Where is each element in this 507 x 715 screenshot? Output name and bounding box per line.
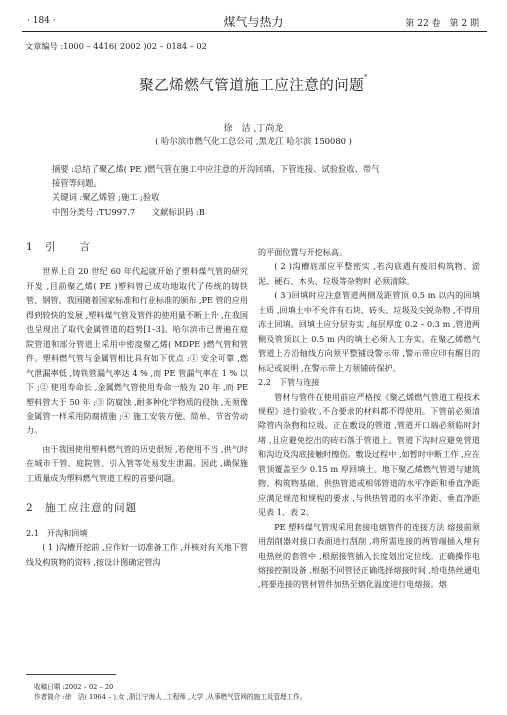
section-2-1-paragraph-1: ( 1 )沟槽开挖前 ,应作好一切准备工作 ,并核对有关地下管线及构筑物的资料 ,按设计图确定管沟: [26, 542, 248, 567]
header-rule: [22, 31, 487, 32]
header-journal-name: 煤气与热力: [223, 15, 284, 29]
header-page-number: · 184 ·: [27, 16, 56, 26]
right-paragraph-continued: 的平面位置与开挖标高。: [258, 247, 348, 257]
right-paragraph-2: ( 2 )沟槽底部应平整密实 ,若沟底遇有废旧构筑物、淤泥、硬石、木头、垃圾等杂物时 必须清除。: [258, 261, 480, 286]
right-paragraph-3: ( 3 )回填时应注意管道两侧及距管顶 0.5 m 以内的回填土质 ,回填土中不允许有石块、砖头、垃圾及尖锐杂物 ,不得用冻土回填。回填土应分层夯实 ,每层厚度 0.2 – 0.3 m ,管道两侧及管顶以上 0.5 m 内的填土必须人工夯实。在聚乙烯燃气管道上方沿轴线方向须平整铺设警示带 ,警示带应印有醒目的标记或说明 ,在警示带上方须铺砖保护。: [258, 290, 480, 373]
right-paragraph-4: 管材与管件在使用前应严格按《聚乙烯燃气管道工程技术规程》进行验收 ,不合要求的材料都不得使用。下管前必须清除管内杂物和垃圾。正在敷设的管道 ,管道开口端必须临时封堵 ,且应避免挖出的砖石落于管道上。管道下沟时应避免管道和沟边及沟底接触时擦伤。敷设过程中 ,如暂时中断工作 ,应在管顶覆盖至少 0.15 m 厚回填土。地下聚乙烯燃气管道与建筑物、构筑物基础、供热管道或相邻管道的水平净距和垂直净距应满足规范和规程的要求 ,与供热管道的水平净距、垂直净距见表 1、表 2。: [258, 391, 480, 518]
abstract-line-1: 摘要 :总结了聚乙烯( PE )燃气管在施工中应注意的开沟回填、下管连接、试验验收、带气: [52, 164, 380, 174]
right-column: [258, 245, 480, 592]
abstract-clc: 中图分类号 :TU997.7 文献标识码 :B: [52, 207, 205, 217]
abstract-keywords: 关键词 :聚乙烯管 ;施工 ;验收: [52, 192, 160, 202]
paper-author: 徐 洁 ,丁尚龙: [223, 124, 284, 134]
paper-title: [0, 74, 507, 95]
paper-title-mark: *: [364, 74, 368, 81]
abstract-line-2: 接管等问题。: [52, 178, 102, 188]
section-2-heading: 2 施工应注意的问题: [26, 502, 138, 515]
footnote-author-bio: 作者简介 :徐 洁( 1964 – ),女 ,浙江宁海人 ,工程师 ,大学 ,从事燃气管网的施工及管理工作。: [34, 693, 307, 701]
left-column: [26, 232, 248, 569]
right-paragraph-5: PE 塑料煤气管现采用套接电熔管件的连接方法 熔接前须用刮削器对接口表面进行刮削 ,将所需连接的两管端插入埋有电热丝的套管中 ,根据接管插入长度划出定位线。正确操作电熔接控制设备 ,根据不同管径正确选择熔接时间 ,给电热丝通电 ,将要连接的管材管件加热至熔化温度进行电熔接。熔: [258, 521, 480, 590]
footnote-rule: [26, 674, 116, 675]
section-2-2-heading: 2.2 下管与连接: [258, 377, 320, 388]
section-1-heading: 1 引 言: [26, 241, 92, 253]
paper-affiliation: ( 哈尔滨市燃气化工总公司 ,黑龙江 哈尔滨 150080 ): [155, 136, 352, 146]
article-number: 文章编号 :1000 – 4416( 2002 )02 – 0184 – 02: [25, 41, 207, 51]
section-1-paragraph-2: 由于我国使用塑料燃气管的历史很短 ,若使用不当 ,供气时在城市干管、庭院管、引入管等处易发生泄漏。因此 ,确保施工质量成为塑料燃气管道工程的首要问题。: [26, 443, 248, 483]
paper-title-text: 聚乙烯燃气管道施工应注意的问题: [139, 78, 365, 94]
footnote-received: 收稿日期 :2002 – 02 – 20: [34, 683, 114, 691]
section-2-1-heading: 2.1 开沟和回填: [26, 527, 88, 538]
section-1-paragraph-1: 世界上自 20 世纪 60 年代起就开始了塑料煤气管的研究开发 ,目前聚乙烯( PE )塑料管已成功地取代了传统的铸铁管、钢管。我国随着国家标准和行业标准的颁布 ,PE 管的应用得到较快的发展 ,塑料煤气管及管件的使用量不断上升 ,在我国也呈现出了取代金属管道的趋势[1–3]。哈尔滨市已普遍在庭院管道和部分管道上采用中密度聚乙烯( MDPE )燃气管和管件。塑料燃气管与金属管相比具有如下优点 :① 安全可靠 ,燃气泄漏率低 ,铸铁管漏气率达 4 % ,而 PE 管漏气率在 1 % 以下 ;② 使用寿命长 ,金属燃气管使用寿命一般为 20 年 ,而 PE 塑料管大于 50 年 ;③ 防腐蚀 ,耐多种化学物质的侵蚀 ,无须像金属管一样采用防腐措施 ;④ 施工安装方便、简单、节省劳动力。: [26, 266, 248, 436]
header-volume-issue: 第 22 卷 第 2 期: [405, 19, 479, 29]
